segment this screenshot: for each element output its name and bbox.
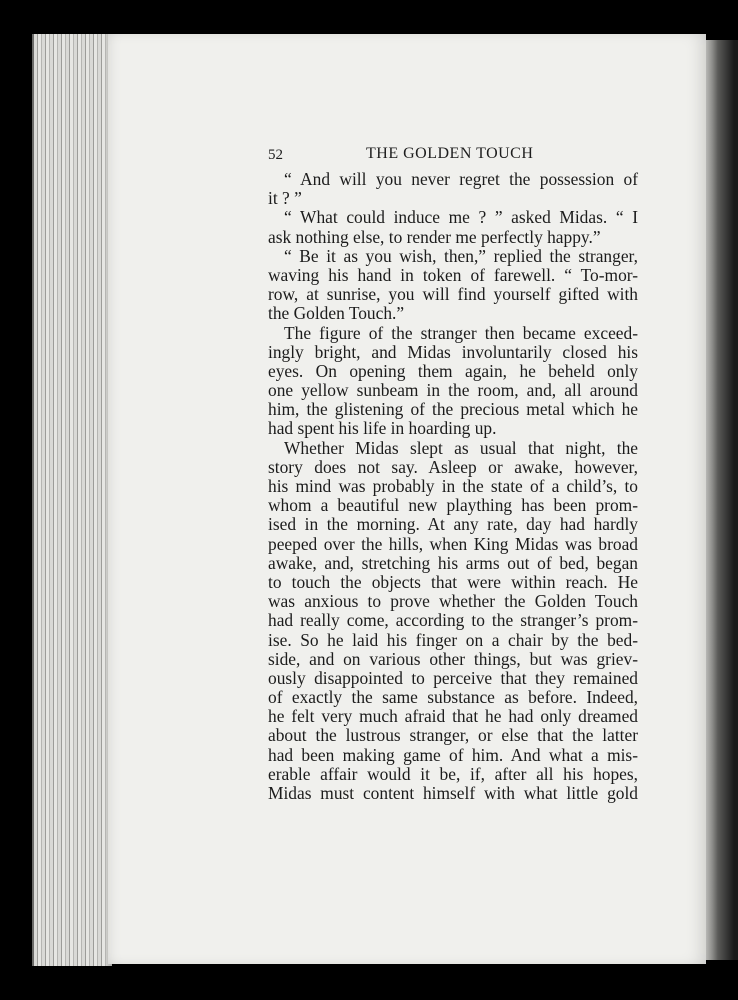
text-line: awake, and, stretching his arms out of bed, began <box>268 552 638 573</box>
text-line: he felt very much afraid that he had only dreamed <box>268 706 638 727</box>
text-line: about the lustrous stranger, or else that the latter <box>268 725 638 746</box>
text-line: ingly bright, and Midas involuntarily closed his <box>268 341 638 362</box>
text-line: ise. So he laid his finger on a chair by the bed- <box>268 629 638 650</box>
text-line: eyes. On opening them again, he beheld only <box>268 360 638 381</box>
text-line: erable affair would it be, if, after all his hopes, <box>268 763 638 784</box>
text-line: side, and on various other things, but was griev- <box>268 648 638 669</box>
text-line: “ What could induce me ? ” asked Midas. “ I <box>284 207 638 228</box>
page-edges <box>32 34 112 966</box>
text-line: had really come, according to the stranger’s prom- <box>268 610 638 631</box>
body-text <box>268 170 638 803</box>
text-line: had spent his life in hoarding up. <box>268 418 497 439</box>
text-line: Midas must content himself with what little gold <box>268 783 638 803</box>
text-line: ously disappointed to perceive that they remained <box>268 667 638 688</box>
text-line: ised in the morning. At any rate, day had hardly <box>268 514 638 535</box>
text-line: Whether Midas slept as usual that night, the <box>284 437 638 458</box>
text-line: of exactly the same substance as before. Indeed, <box>268 687 638 708</box>
text-line: one yellow sunbeam in the room, and, all around <box>268 380 638 401</box>
text-line: ask nothing else, to render me perfectly happy.” <box>268 226 601 247</box>
text-line: to touch the objects that were within reach. He <box>268 571 638 592</box>
text-line: him, the glistening of the precious metal which he <box>268 399 638 420</box>
text-line: story does not say. Asleep or awake, however, <box>268 456 638 477</box>
text-line: it ? ” <box>268 188 302 209</box>
text-line: waving his hand in token of farewell. “ To-mor- <box>268 264 638 285</box>
text-line: row, at sunrise, you will find yourself gifted with <box>268 284 638 305</box>
text-line: “ Be it as you wish, then,” replied the stranger, <box>284 245 638 266</box>
text-line: “ And will you never regret the possession of <box>284 169 638 189</box>
text-line: whom a beautiful new plaything has been prom- <box>268 495 638 516</box>
text-line: The figure of the stranger then became exceed- <box>284 322 638 343</box>
text-line: peeped over the hills, when King Midas was broad <box>268 533 638 554</box>
running-head <box>268 145 636 167</box>
text-line: was anxious to prove whether the Golden Touch <box>268 591 638 612</box>
page-number: 52 <box>268 147 283 163</box>
text-line: his mind was probably in the state of a child’s, to <box>268 476 638 496</box>
binding-edge <box>706 40 738 960</box>
running-title: THE GOLDEN TOUCH <box>366 145 534 162</box>
text-line: the Golden Touch.” <box>268 303 405 324</box>
text-line: had been making game of him. And what a mis- <box>268 744 638 765</box>
